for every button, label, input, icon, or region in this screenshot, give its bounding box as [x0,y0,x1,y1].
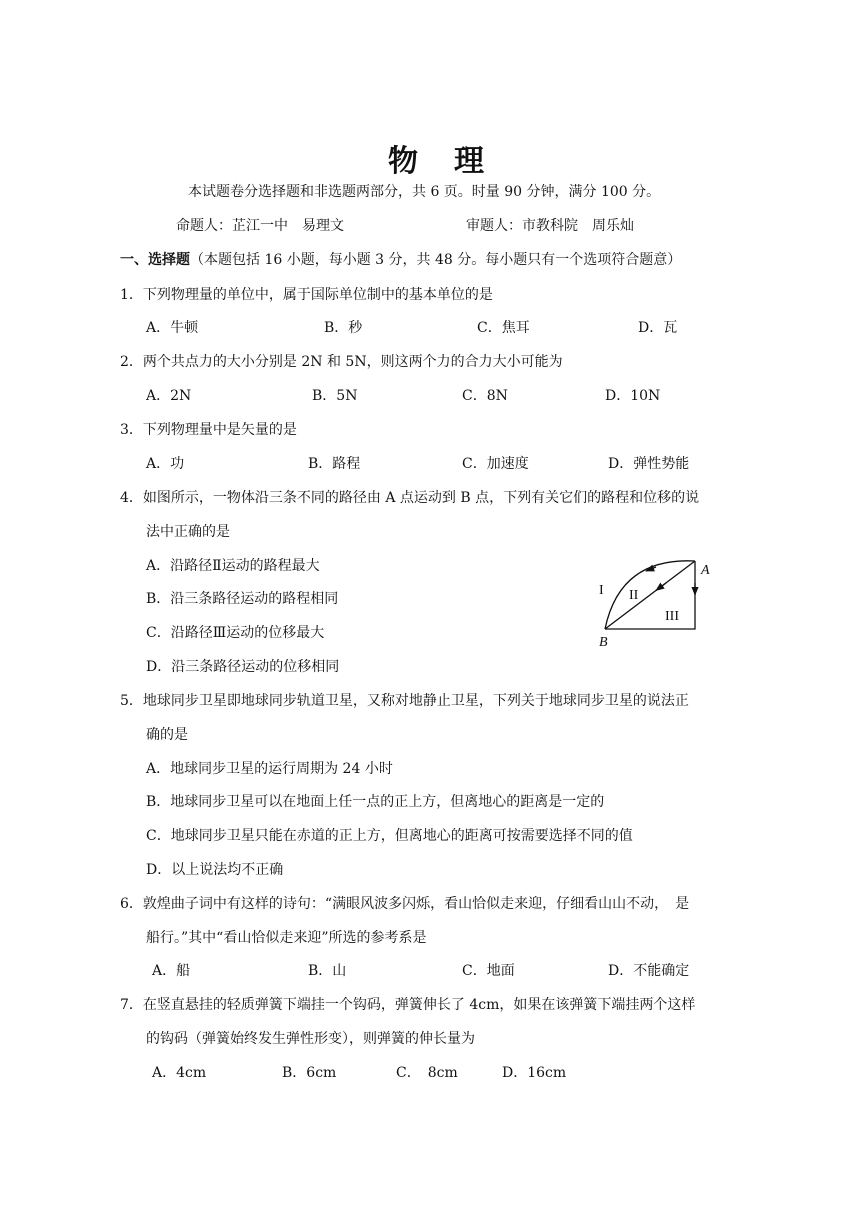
question-text: 下列物理量的单位中，属于国际单位制中的基本单位的是 [142,287,493,303]
q2-option-a: A．2N [146,388,192,404]
section-title: 一、选择题 [120,252,190,268]
q4-option-c: C．沿路径Ⅲ运动的位移最大 [146,625,325,641]
question-number: 5． [120,693,143,709]
question-number: 3． [120,422,143,438]
question-number: 2． [120,354,143,370]
q3-option-b: B．路程 [308,456,361,472]
question-7-stem-cont: 的钩码（弹簧始终发生弹性形变），则弹簧的伸长量为 [146,1031,475,1047]
question-number: 4． [120,490,143,506]
q6-option-a: A．船 [152,963,191,979]
q3-option-d: D．弹性势能 [608,456,690,472]
section-heading [120,251,681,269]
path-diagram [590,555,720,655]
q2-option-d: D．10N [605,388,661,404]
question-4-stem-cont: 法中正确的是 [146,524,230,540]
path-ii-label: II [629,588,639,603]
q3-option-a: A．功 [146,456,185,472]
q7-option-d: D．16cm [502,1065,567,1081]
question-6-stem-cont: 船行。”其中“看山恰似走来迎”所选的参考系是 [146,930,427,946]
question-number: 6． [120,896,143,912]
question-number: 1． [120,287,143,303]
q6-option-d: D．不能确定 [608,963,690,979]
q1-option-d: D．瓦 [638,320,678,336]
q6-option-b: B．山 [308,963,347,979]
q7-option-b: B．6cm [282,1065,337,1081]
question-5-stem [120,692,689,710]
q1-option-b: B．秒 [324,320,363,336]
q5-option-a: A．地球同步卫星的运行周期为 24 小时 [146,761,393,777]
q7-option-c: C． 8cm [396,1065,458,1081]
question-text: 地球同步卫星即地球同步轨道卫星，又称对地静止卫星，下列关于地球同步卫星的说法正 [142,693,689,709]
q6-option-c: C．地面 [462,963,515,979]
question-4-stem [120,489,699,507]
question-text: 在竖直悬挂的轻质弹簧下端挂一个钩码，弹簧伸长了 4cm，如果在该弹簧下端挂两个这样 [142,997,696,1013]
question-7-stem [120,996,695,1014]
page-title [388,136,486,180]
question-1-stem [120,286,493,304]
q3-option-c: C．加速度 [462,456,529,472]
section-note: （本题包括 16 小题，每小题 3 分，共 48 分。每小题只有一个选项符合题意） [190,252,682,268]
q1-option-c: C．焦耳 [477,320,530,336]
q1-option-a: A．牛顿 [146,320,199,336]
point-a-label: A [701,563,710,578]
q5-option-c: C．地球同步卫星只能在赤道的正上方，但离地心的距离可按需要选择不同的值 [146,828,633,844]
setter-line: 命题人：芷江一中 易理文 [176,218,344,234]
q4-option-a: A．沿路径Ⅱ运动的路程最大 [146,558,320,574]
q5-option-b: B．地球同步卫星可以在地面上任一点的正上方，但离地心的距离是一定的 [146,794,605,810]
path-iii-label: III [665,609,679,624]
q2-option-c: C．8N [462,388,508,404]
question-2-stem [120,353,563,371]
title-char-2: 理 [454,144,486,179]
q4-option-b: B．沿三条路径运动的路程相同 [146,591,339,607]
path-ii-arrow [656,583,666,591]
question-text: 敦煌曲子词中有这样的诗句：“满眼风波多闪烁，看山恰似走来迎，仔细看山山不动， 是 [142,896,690,912]
title-char-1: 物 [388,144,420,179]
question-5-stem-cont: 确的是 [146,727,188,743]
question-text: 下列物理量中是矢量的是 [142,422,297,438]
question-text: 如图所示，一物体沿三条不同的路径由 A 点运动到 B 点，下列有关它们的路程和位移的说 [142,490,700,506]
reviewer-line: 审题人：市教科院 周乐灿 [466,218,634,234]
q7-option-a: A．4cm [152,1065,207,1081]
point-b-label: B [599,635,608,650]
path-i-label: I [599,583,604,598]
q2-option-b: B．5N [312,388,358,404]
exam-intro: 本试题卷分选择题和非选题两部分，共 6 页。时量 90 分钟，满分 100 分。 [188,184,661,200]
question-3-stem [120,421,297,439]
question-6-stem [120,895,689,913]
q5-option-d: D．以上说法均不正确 [146,862,284,878]
question-text: 两个共点力的大小分别是 2N 和 5N，则这两个力的合力大小可能为 [142,354,563,370]
question-number: 7． [120,997,143,1013]
q4-option-d: D．沿三条路径运动的位移相同 [146,659,340,675]
